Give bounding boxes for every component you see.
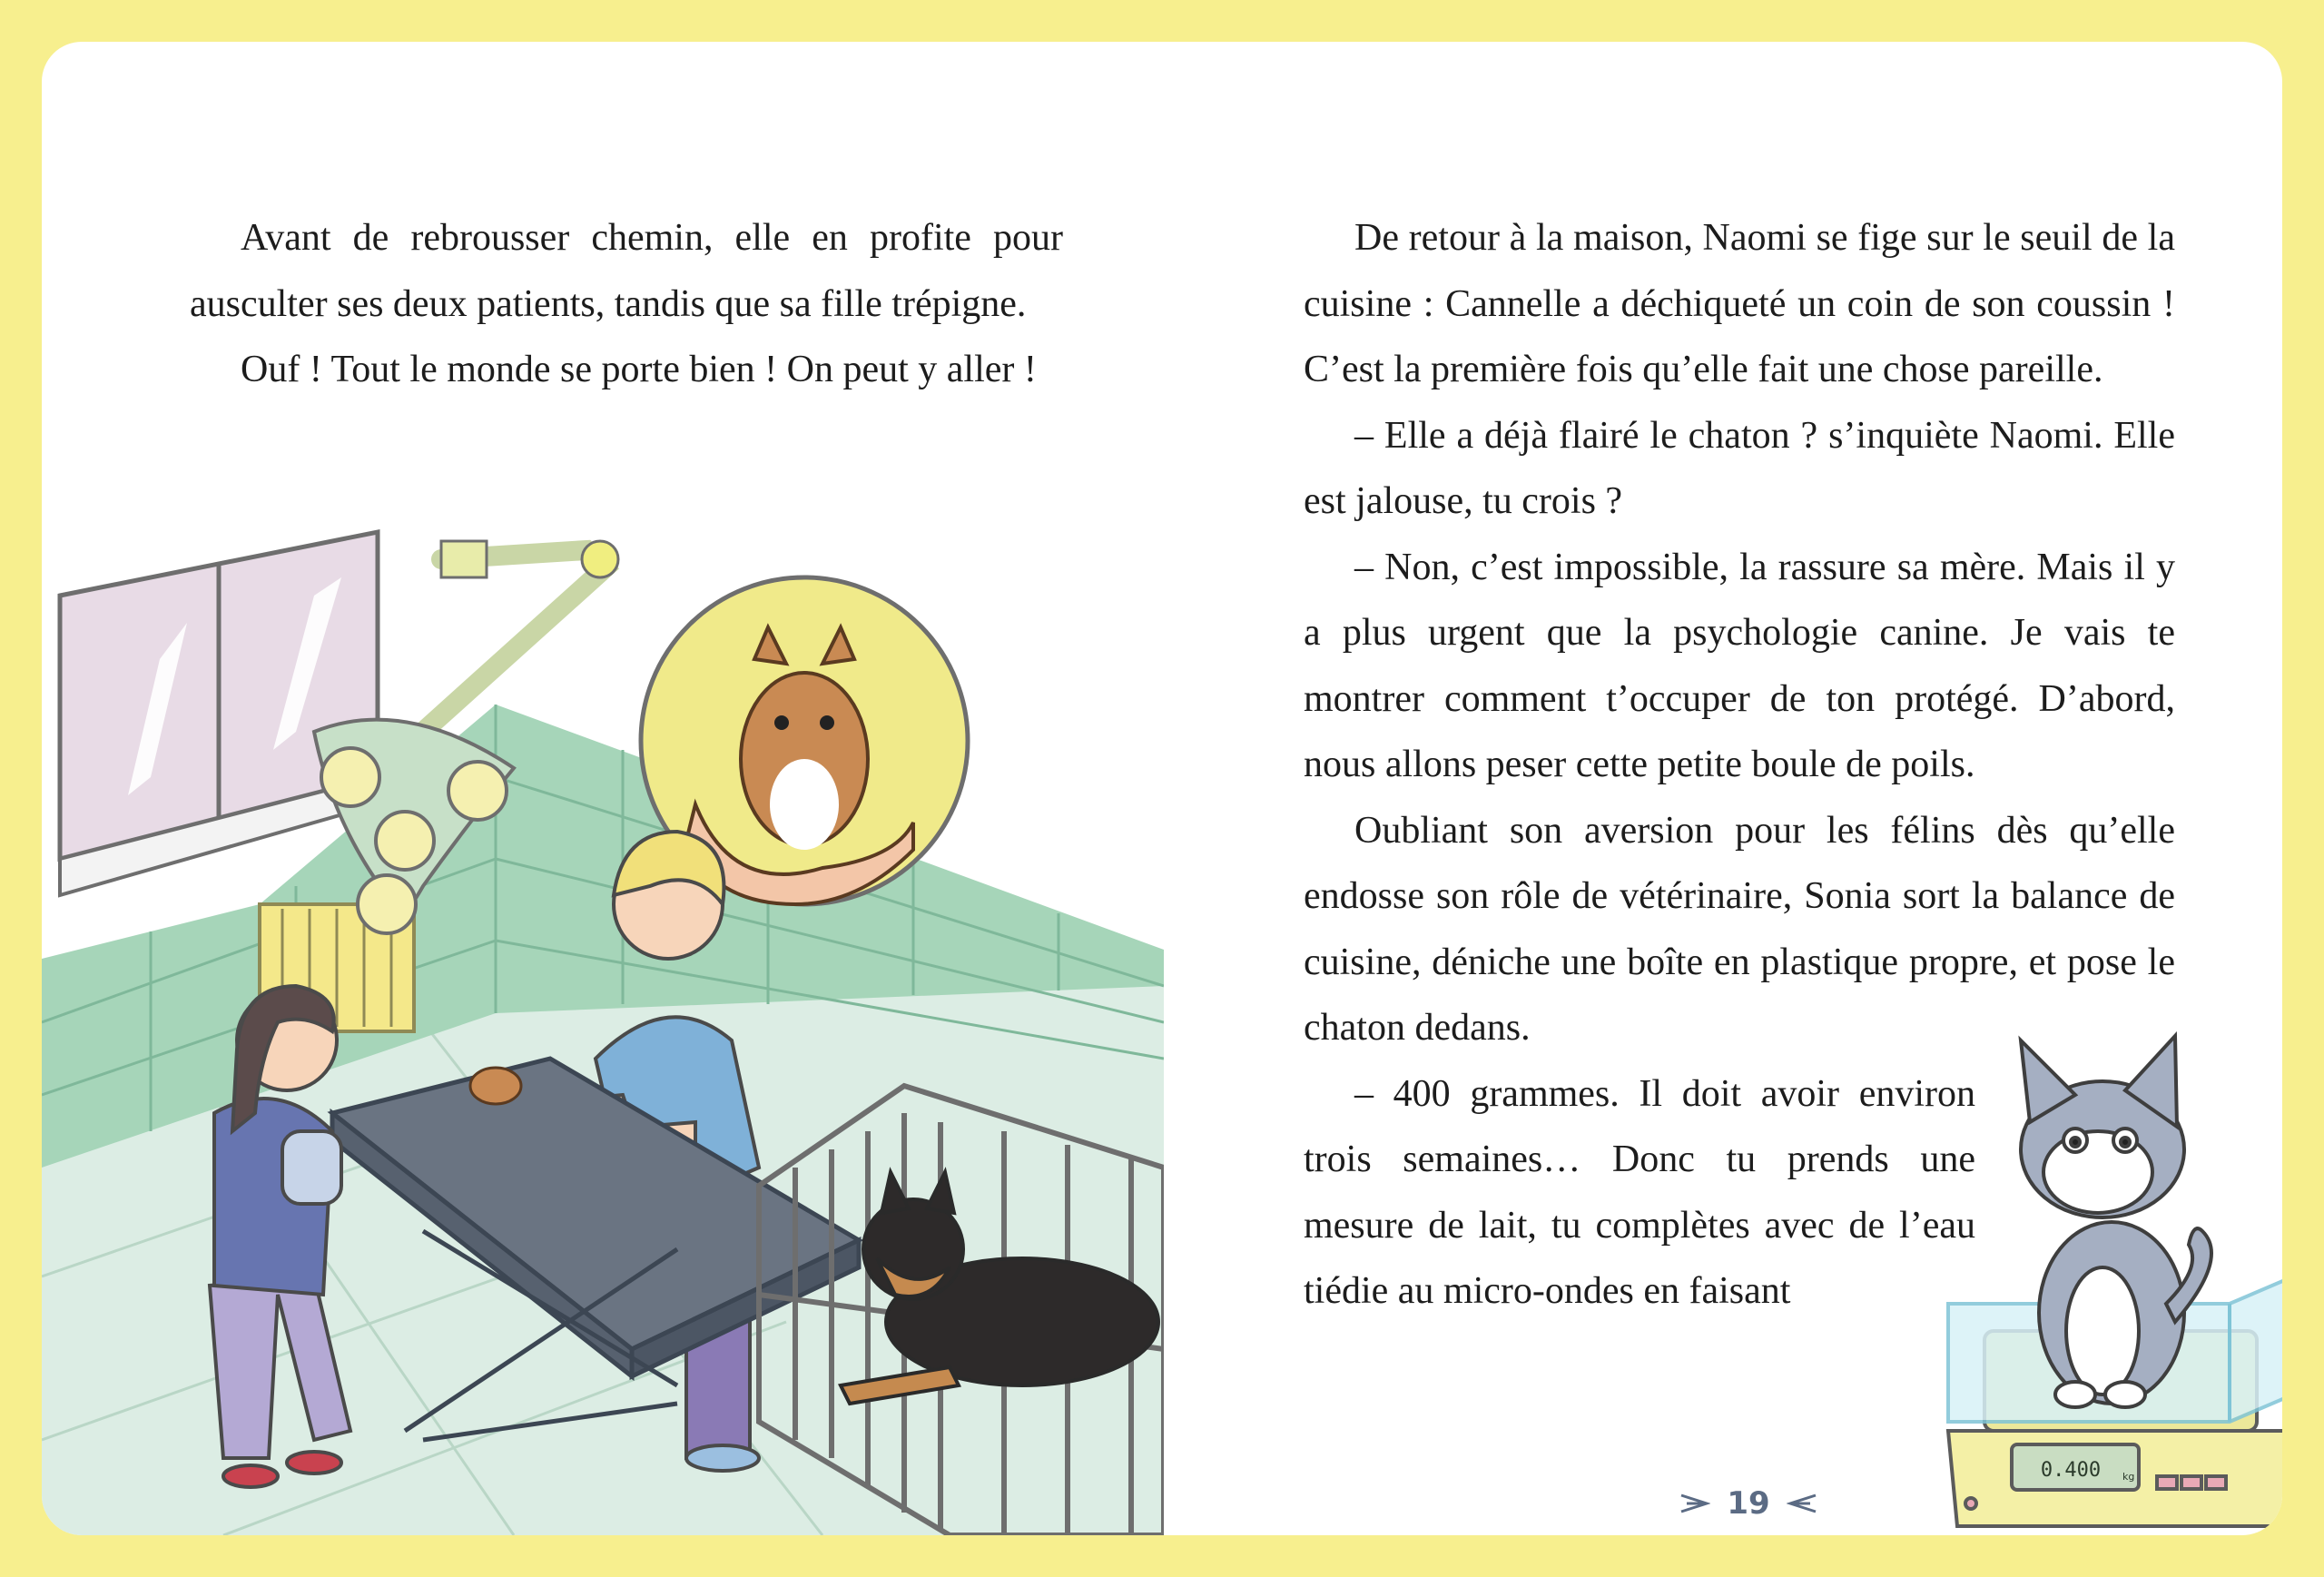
right-ornament-icon [1787, 1492, 1817, 1515]
scale-unit: kg [2122, 1471, 2135, 1483]
right-paragraph-3: – Non, c’est impossible, la rassure sa mère. Mais il y a plus urgent que la psychologie canine. Je vais te montrer comment t’occuper de ton protégé. D’abord, nous allons peser cette petite boule de poils. [1304, 546, 2175, 785]
scale-readout: 0.400 [2040, 1459, 2102, 1482]
right-paragraph-1: De retour à la maison, Naomi se fige sur le seuil de la cuisine : Cannelle a déchiqueté un coin de son coussin ! C’est la première fois qu’elle fait une chose pareille. [1304, 217, 2175, 390]
left-page-text [190, 205, 1063, 403]
book-spread [42, 42, 2282, 1535]
left-ornament-icon [1679, 1492, 1710, 1515]
right-paragraph-5: – 400 grammes. Il doit avoir environ trois semaines… Donc tu prends une mesure de lait, tu complètes avec de l’eau tiédie au micro-ondes en faisant [1304, 1072, 1975, 1312]
page-number-text: 19 [1727, 1485, 1770, 1522]
vet-clinic-illustration [42, 478, 1164, 1535]
right-paragraph-4: Oubliant son aversion pour les félins dès qu’elle endosse son rôle de vétérinaire, Sonia sort la balance de cuisine, déniche une boîte en plastique propre, et pose le chaton dedans. [1304, 809, 2175, 1049]
page-number [1658, 1476, 1839, 1531]
right-paragraph-2: – Elle a déjà flairé le chaton ? s’inquiète Naomi. Elle est jalouse, tu crois ? [1304, 414, 2175, 522]
left-paragraph-2: Ouf ! Tout le monde se porte bien ! On peut y aller ! [241, 349, 1037, 390]
left-paragraph-1: Avant de rebrousser chemin, elle en profite pour ausculter ses deux patients, tandis que sa fille trépigne. [190, 217, 1063, 325]
kitten-on-scale-illustration [1930, 1031, 2282, 1535]
